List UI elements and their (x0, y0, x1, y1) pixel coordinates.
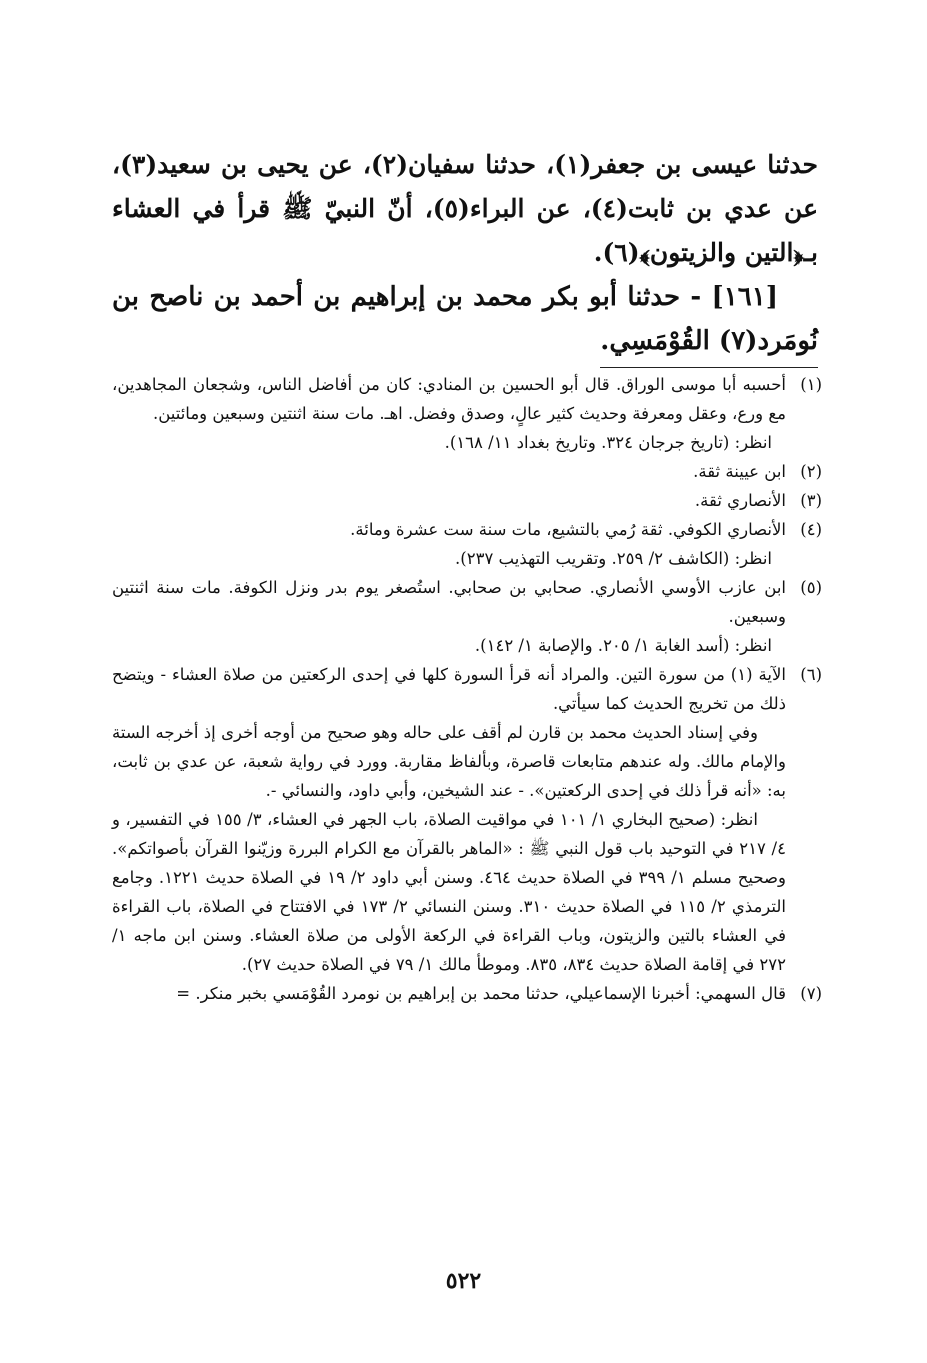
footnote-text: أحسبه أبا موسى الوراق. قال أبو الحسين بن المنادي: كان من أفاضل الناس، وشجعان المجاهدين، مع ورع، وعقل ومعرفة وحديث كثير عالٍ، وصدق وفضل. اهـ. مات سنة اثنتين وسبعين ومائتين. (112, 375, 786, 423)
hadith-paragraph: حدثنا عيسى بن جعفر(١)، حدثنا سفيان(٢)، عن يحيى بن سعيد(٣)، عن عدي بن ثابت(٤)، عن البراء(٥)، أنّ النبيّ ﷺ قرأ في العشاء بـ﴿التين والزيتون﴾(٦). (112, 150, 818, 267)
hadith-161-heading: [١٦١] - حدثنا أبو بكر محمد بن إبراهيم بن أحمد بن ناصح بن نُومَرد(٧) القُوْمَسِي. (112, 282, 818, 356)
footnote-4 (112, 515, 822, 573)
main-text (112, 143, 818, 363)
footnote-text: ابن عازب الأوسي الأنصاري. صحابي بن صحابي. استُصغر يوم بدر ونزل الكوفة. مات سنة اثنتين وسبعين. (112, 578, 786, 626)
footnote-text: الأنصاري الكوفي. ثقة رُمي بالتشيع، مات سنة ست عشرة ومائة. (350, 520, 786, 539)
footnote-reference: انظر: (تاريخ جرجان ٣٢٤. وتاريخ بغداد ١١/ ١٦٨). (444, 433, 772, 452)
footnote-6 (112, 660, 822, 979)
footnote-number: (٧) (800, 984, 822, 1003)
footnote-reference: انظر: (صحيح البخاري ١/ ١٠١ في مواقيت الصلاة، باب الجهر في العشاء، ٣/ ١٥٥ في التفسير، و ٤/ ٢١٧ في التوحيد باب قول النبي ﷺ : «الماهر بالقرآن مع الكرام البررة وزيّنوا القرآن بأصواتكم». وصحيح مسلم ١/ ٣٩٩ في الصلاة حديث ٤٦٤. وسنن أبي داود ٢/ ١٩ في الصلاة حديث ١٢٢١. وجامع الترمذي ٢/ ١١٥ في الصلاة حديث ٣١٠. وسنن النسائي ٢/ ١٧٣ في الافتتاح في الصلاة، باب القراءة في العشاء بالتين والزيتون، وباب القراءة في الركعة الأولى من صلاة العشاء. وسنن ابن ماجه ١/ ٢٧٢ في إقامة الصلاة حديث ٨٣٤، ٨٣٥. وموطأ مالك ١/ ٧٩ في الصلاة حديث ٢٧). (112, 810, 786, 974)
footnote-text: ابن عيينة ثقة. (693, 462, 786, 481)
footnote-number: (١) (800, 375, 822, 394)
footnote-reference: انظر: (أسد الغابة ١/ ٢٠٥. والإصابة ١/ ١٤٢). (474, 636, 772, 655)
footnote-number: (٥) (800, 578, 822, 597)
footnote-text: الأنصاري ثقة. (694, 491, 786, 510)
page-number: ٥٢٢ (445, 1268, 482, 1294)
footnote-reference: انظر: (الكاشف ٢/ ٢٥٩. وتقريب التهذيب ٢٣٧). (455, 549, 772, 568)
footnotes (112, 370, 822, 1008)
footnote-number: (٣) (800, 491, 822, 510)
footnote-text: قال السهمي: أخبرنا الإسماعيلي، حدثنا محمد بن إبراهيم بن نومرد القُوْمَسي بخبر منكر. = (176, 984, 786, 1003)
footnote-number: (٦) (800, 665, 822, 684)
footnote-number: (٢) (800, 462, 822, 481)
footnote-1 (112, 370, 822, 457)
footnote-2 (112, 457, 822, 486)
footnote-7 (112, 979, 822, 1008)
footnote-separator (600, 367, 818, 368)
footnote-5 (112, 573, 822, 660)
footnote-paragraph: وفي إسناد الحديث محمد بن قارن لم أقف على حاله وهو صحيح من أوجه أخرى إذ أخرجه الستة والإمام مالك. وله عندهم متابعات قاصرة، وبألفاظ مقاربة. وورد في رواية شعبة، عن عدي بن ثابت، به: «أنه قرأ ذلك في إحدى الركعتين». - عند الشيخين، وأبي داود، والنسائي -. (112, 723, 786, 800)
footnote-3 (112, 486, 822, 515)
footnote-number: (٤) (800, 520, 822, 539)
footnote-text: الآية (١) من سورة التين. والمراد أنه قرأ السورة كلها في إحدى الركعتين من صلاة العشاء - ويتضح ذلك من تخريج الحديث كما سيأتي. (112, 665, 786, 713)
